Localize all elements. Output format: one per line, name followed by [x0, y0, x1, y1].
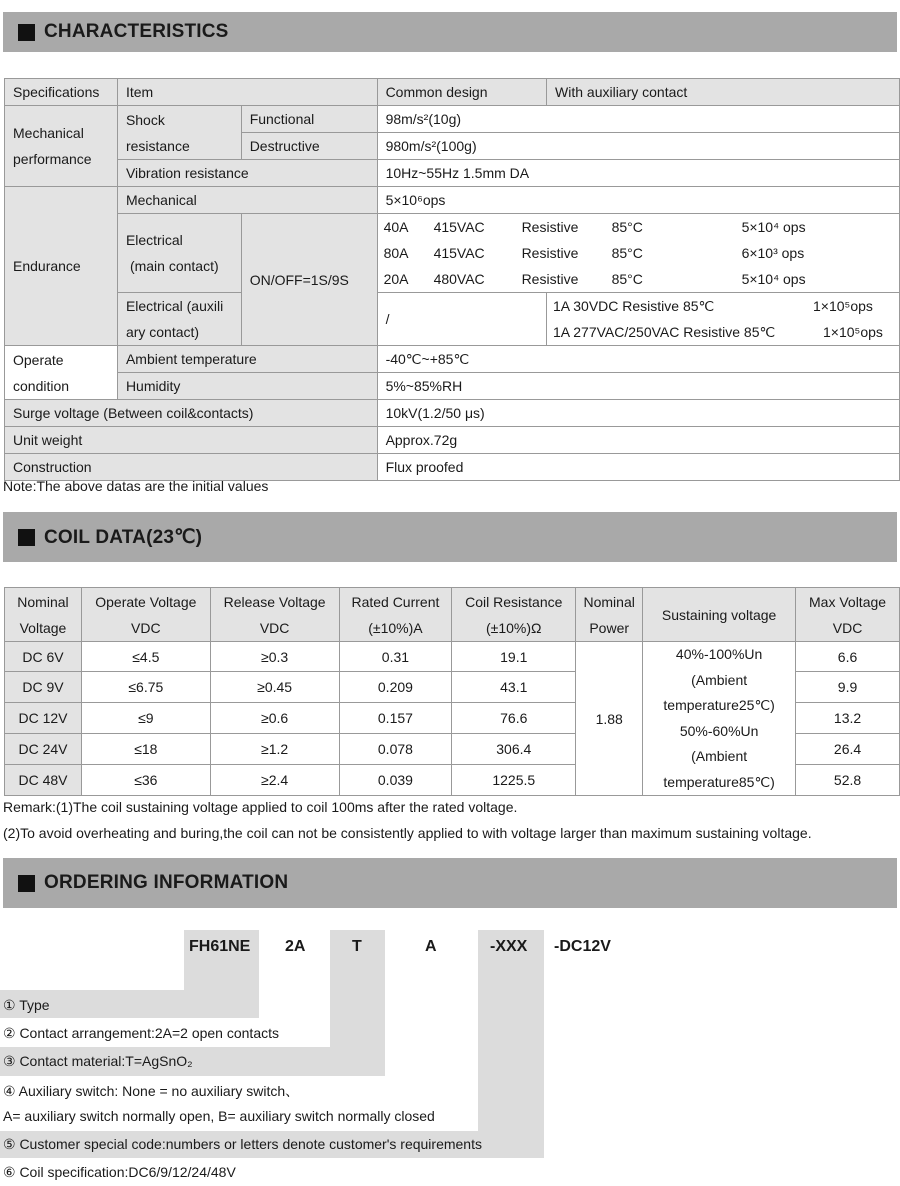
order-bar-custom	[478, 930, 544, 1158]
functional-label: Functional	[241, 106, 377, 133]
code-coil: -DC12V	[554, 938, 611, 955]
order-item-aux-switch-detail: A= auxiliary switch normally open, B= auxiliary switch normally closed	[3, 1108, 435, 1124]
ordering-header	[3, 858, 897, 908]
square-bullet-icon	[18, 529, 35, 546]
coil-cell: 306.4	[452, 734, 576, 765]
order-item-aux-switch: ④ Auxiliary switch: None = no auxiliary switch、	[3, 1083, 300, 1099]
order-item-type: ① Type	[3, 997, 50, 1013]
section-title: COIL DATA(23℃)	[44, 526, 203, 548]
coil-cell: ≤6.75	[81, 672, 210, 703]
vibration-value: 10Hz~55Hz 1.5mm DA	[377, 160, 899, 187]
functional-value: 98m/s²(10g)	[377, 106, 899, 133]
coil-cell: ≤18	[81, 734, 210, 765]
coil-cell: ≥0.3	[210, 642, 339, 672]
coil-cell: DC 9V	[5, 672, 82, 703]
section-title: CHARACTERISTICS	[44, 21, 229, 42]
coil-cell: 43.1	[452, 672, 576, 703]
coil-cell: ≥1.2	[210, 734, 339, 765]
weight-label: Unit weight	[5, 427, 378, 454]
coil-cell: 26.4	[796, 734, 900, 765]
coil-remark-2: (2)To avoid overheating and buring,the coil can not be consistently applied to with voltage larger than maximum sustaining voltage.	[3, 825, 812, 841]
header-specifications: Specifications	[5, 79, 118, 106]
surge-label: Surge voltage (Between coil&contacts)	[5, 400, 378, 427]
coil-cell: 0.31	[339, 642, 452, 672]
code-custom: -XXX	[490, 938, 528, 955]
characteristics-table	[4, 78, 900, 481]
header-with-auxiliary: With auxiliary contact	[547, 79, 900, 106]
coil-cell: 19.1	[452, 642, 576, 672]
coil-cell: ≤36	[81, 765, 210, 796]
onoff-label: ON/OFF=1S/9S	[241, 214, 377, 346]
destructive-value: 980m/s²(100g)	[377, 133, 899, 160]
coil-cell: 0.209	[339, 672, 452, 703]
shock-resistance-label: Shock resistance	[117, 106, 241, 160]
vibration-label: Vibration resistance	[117, 160, 377, 187]
order-item-contact-arrangement: ② Contact arrangement:2A=2 open contacts	[3, 1025, 279, 1041]
coil-data-header	[3, 512, 897, 562]
weight-value: Approx.72g	[377, 427, 899, 454]
header-operate-voltage: Operate Voltage VDC	[81, 588, 210, 642]
coil-data-table	[4, 587, 900, 796]
coil-cell: 52.8	[796, 765, 900, 796]
header-nominal-power: Nominal Power	[576, 588, 643, 642]
coil-cell: 76.6	[452, 703, 576, 734]
header-max-voltage: Max Voltage VDC	[796, 588, 900, 642]
order-item-contact-material: ③ Contact material:T=AgSnO₂	[3, 1053, 193, 1069]
aux-values: 1A 30VDC Resistive 85℃ 1×10⁵ops 1A 277VAC/250VAC Resistive 85℃ 1×10⁵ops	[547, 293, 900, 346]
electrical-main-label: Electrical (main contact)	[117, 214, 241, 293]
header-release-voltage: Release Voltage VDC	[210, 588, 339, 642]
sustaining-voltage-value: 40%-100%Un (Ambient temperature25℃) 50%-60%Un (Ambient temperature85℃)	[643, 642, 796, 796]
order-item-custom-code: ⑤ Customer special code:numbers or letters denote customer's requirements	[3, 1136, 482, 1152]
coil-remark-1: Remark:(1)The coil sustaining voltage applied to coil 100ms after the rated voltage.	[3, 799, 518, 815]
coil-cell: ≥0.6	[210, 703, 339, 734]
coil-cell: ≥2.4	[210, 765, 339, 796]
nominal-power-value: 1.88	[576, 642, 643, 796]
coil-cell: 0.078	[339, 734, 452, 765]
coil-cell: 0.039	[339, 765, 452, 796]
coil-cell: ≤4.5	[81, 642, 210, 672]
mechanical-performance-label: Mechanical performance	[5, 106, 118, 187]
coil-cell: 13.2	[796, 703, 900, 734]
header-sustaining-voltage: Sustaining voltage	[643, 588, 796, 642]
header-rated-current: Rated Current (±10%)A	[339, 588, 452, 642]
endurance-label: Endurance	[5, 187, 118, 346]
header-item: Item	[117, 79, 377, 106]
construction-label: Construction	[5, 454, 378, 481]
code-contact-arrangement: 2A	[285, 938, 306, 955]
construction-value: Flux proofed	[377, 454, 899, 481]
coil-cell: 6.6	[796, 642, 900, 672]
code-contact-material: T	[352, 938, 362, 955]
electrical-main-values: 40A 415VAC Resistive 85°C 5×10⁴ ops 80A 415VAC Resistive 85°C 6×10³ ops 20A 480VAC Resistive 85°C 5×10⁴ ops	[377, 214, 899, 293]
operate-condition-label: Operate condition	[5, 346, 118, 400]
characteristics-header	[3, 12, 897, 52]
mechanical-endurance-label: Mechanical	[117, 187, 377, 214]
square-bullet-icon	[18, 24, 35, 41]
coil-cell: DC 12V	[5, 703, 82, 734]
coil-row	[5, 642, 900, 672]
coil-cell: 1225.5	[452, 765, 576, 796]
coil-cell: 0.157	[339, 703, 452, 734]
characteristics-note: Note:The above datas are the initial values	[3, 478, 269, 494]
coil-cell: DC 48V	[5, 765, 82, 796]
surge-value: 10kV(1.2/50 μs)	[377, 400, 899, 427]
coil-cell: DC 24V	[5, 734, 82, 765]
coil-cell: ≤9	[81, 703, 210, 734]
header-coil-resistance: Coil Resistance (±10%)Ω	[452, 588, 576, 642]
humidity-label: Humidity	[117, 373, 377, 400]
humidity-value: 5%~85%RH	[377, 373, 899, 400]
section-title: ORDERING INFORMATION	[44, 872, 289, 893]
electrical-aux-label: Electrical (auxili ary contact)	[117, 293, 241, 346]
ambient-label: Ambient temperature	[117, 346, 377, 373]
square-bullet-icon	[18, 875, 35, 892]
header-nominal-voltage: Nominal Voltage	[5, 588, 82, 642]
code-type: FH61NE	[189, 938, 251, 955]
coil-cell: 9.9	[796, 672, 900, 703]
coil-cell: DC 6V	[5, 642, 82, 672]
coil-cell: ≥0.45	[210, 672, 339, 703]
order-item-coil-spec: ⑥ Coil specification:DC6/9/12/24/48V	[3, 1164, 236, 1180]
destructive-label: Destructive	[241, 133, 377, 160]
ambient-value: -40℃~+85℃	[377, 346, 899, 373]
code-aux-switch: A	[425, 938, 437, 955]
header-common-design: Common design	[377, 79, 546, 106]
mechanical-endurance-value: 5×10⁶ops	[377, 187, 899, 214]
aux-common-value: /	[377, 293, 546, 346]
